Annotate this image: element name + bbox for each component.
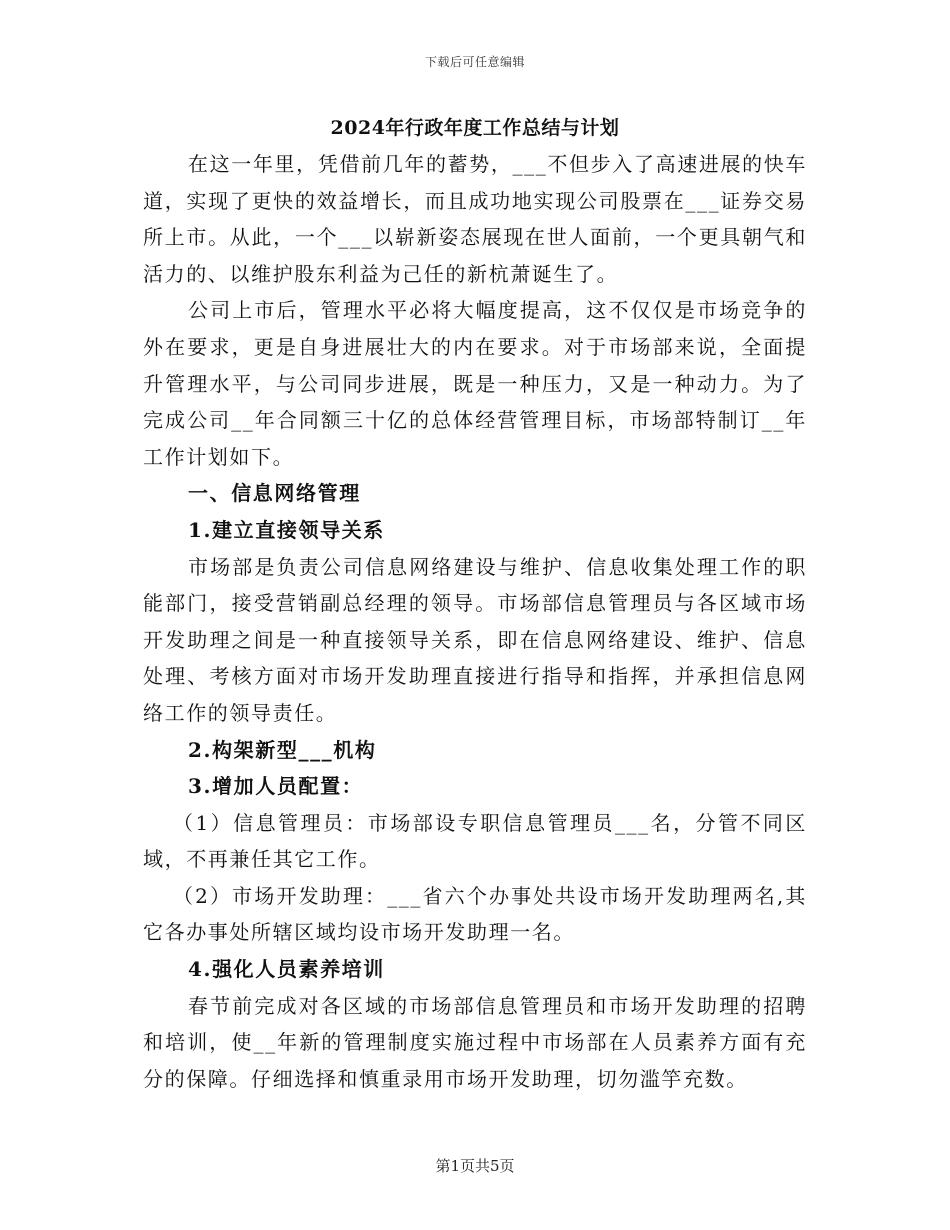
document-body [143, 146, 807, 1097]
page-number: 第1页共5页 [435, 1157, 515, 1175]
paragraph-info-manager: （1）信息管理员：市场部设专职信息管理员___名，分管不同区域，不再兼任其它工作。 [143, 810, 807, 872]
subheading-training: 4.强化人员素养培训 [188, 957, 385, 982]
document-title: 2024年行政年度工作总结与计划 [330, 117, 620, 139]
paragraph-intro: 在这一年里，凭借前几年的蓄势，___不但步入了高速进展的快车道，实现了更快的效益增长，而且成功地实现公司股票在___证券交易所上市。从此，一个___以崭新姿态展现在世人面前，一个更具朝气和活力的、以维护股东利益为己任的新杭萧诞生了。 [143, 152, 807, 286]
subheading-staffing: 3.增加人员配置： [188, 774, 364, 799]
paragraph-listing-goals: 公司上市后，管理水平必将大幅度提高，这不仅仅是市场竞争的外在要求，更是自身进展壮大的内在要求。对于市场部来说，全面提升管理水平，与公司同步进展，既是一种压力，又是一种动力。为了完成公司__年合同额三十亿的总体经营管理目标，市场部特制订__年工作计划如下。 [143, 298, 807, 469]
paragraph-training: 春节前完成对各区域的市场部信息管理员和市场开发助理的招聘和培训，使__年新的管理制度实施过程中市场部在人员素养方面有充分的保障。仔细选择和慎重录用市场开发助理，切勿滥竽充数。 [143, 993, 807, 1091]
section-heading-info-network: 一、信息网络管理 [188, 481, 361, 506]
paragraph-leadership: 市场部是负责公司信息网络建设与维护、信息收集处理工作的职能部门，接受营销副总经理的领导。市场部信息管理员与各区域市场开发助理之间是一种直接领导关系，即在信息网络建设、维护、信息处理、考核方面对市场开发助理直接进行指导和指挥，并承担信息网络工作的领导责任。 [143, 554, 807, 725]
subheading-leadership: 1.建立直接领导关系 [188, 517, 385, 542]
paragraph-market-assistant: （2）市场开发助理：___省六个办事处共设市场开发助理两名,其它各办事处所辖区域均设市场开发助理一名。 [143, 883, 807, 945]
page-header-note: 下载后可任意编辑 [424, 55, 525, 69]
subheading-new-structure: 2.构架新型___机构 [188, 737, 377, 762]
